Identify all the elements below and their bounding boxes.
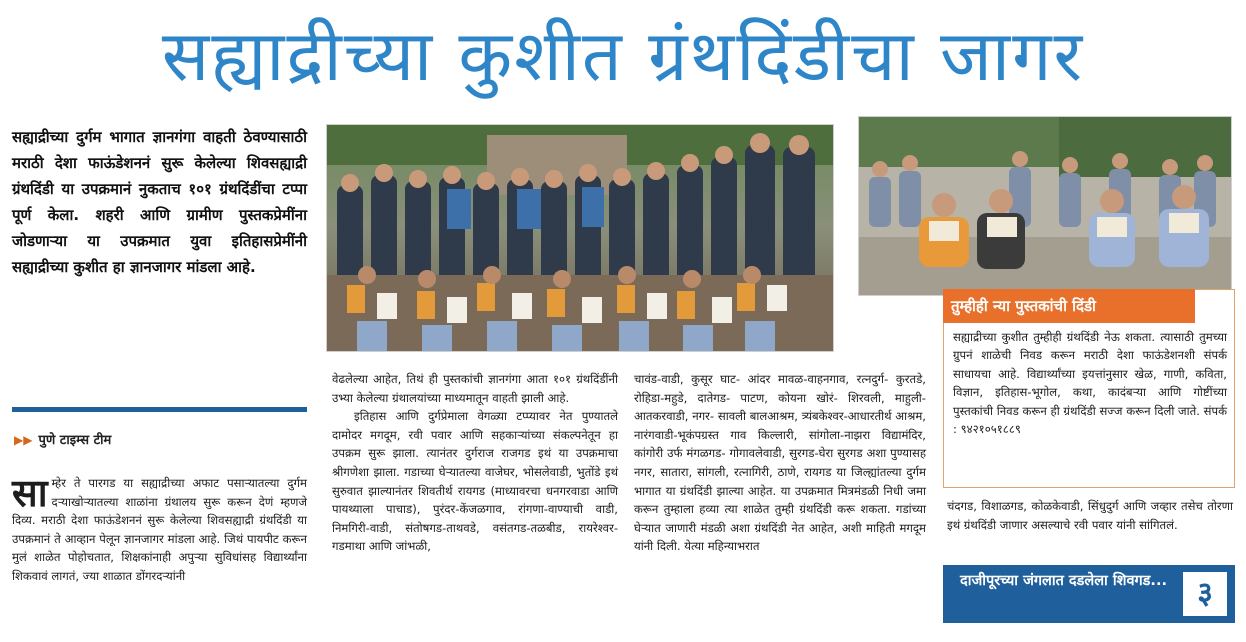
promo-text[interactable]: दाजीपूरच्या जंगलात दडलेला शिवगड...: [960, 573, 1167, 589]
dropcap: सा: [12, 471, 48, 515]
article-column-2: [332, 370, 618, 556]
children-reading-illustration: [859, 117, 1231, 295]
byline-text: पुणे टाइम्स टीम: [38, 433, 112, 448]
group-photo-books: [326, 124, 834, 352]
article-column-4: चंदगड, विशाळगड, कोळकेवाडी, सिंधुदुर्ग आणि जव्हार तसेच तोरणा इथं ग्रंथदिंडी जाणार असल्याचे रवी पवार यांनी सांगितलं.: [947, 499, 1233, 532]
section-divider: [12, 407, 307, 412]
article-column-3: चावंड-वाडी, कुसूर घाट- आंदर मावळ-वाहनगाव, रत्नदुर्ग- कुरतडे, रोहिडा-महुडे, दातेगड- पाटण, कोयना खोरं- शिरवली, माहुली-आतकरवाडी, नगर- सावली बालआश्रम, त्र्यंबकेश्वर-आधारतीर्थ आश्रम, नारंगवाडी-भूकंपग्रस्त गाव किल्लारी, सांगोला-नाझरा विद्यामंदिर, कांगोरी उर्फ मंगळगड- गोगावलेवाडी, सुरगड-घेरा सुरगड अशा पुण्यासह नगर, सातारा, सांगली, रत्नागिरी, ठाणे, रायगड या जिल्ह्यांतल्या दुर्गम भागात या ग्रंथदिंडी झाल्या आहेत. या उपक्रमात मित्रमंडळी निधी जमा करून तुम्हाला हव्या त्या शाळेत तुम्ही ग्रंथदिंडी करू शकता. गडांच्या घेऱ्यात जाणारी मंडळी अशा ग्रंथदिंडी नेत आहेत, अशी माहिती मगदूम यांनी दिली. येत्या महिन्याभरात: [634, 372, 926, 554]
column-2-para-1: वेढलेल्या आहेत, तिथं ही पुस्तकांची ज्ञानगंगा आता १०१ ग्रंथदिंडींनी उभ्या केलेल्या ग्रंथालयांच्या माध्यमातून वाहती झाली आहे.: [332, 372, 618, 405]
byline: [14, 430, 111, 448]
double-chevron-icon: ▶▶: [14, 433, 33, 447]
children-reading-photo: [858, 116, 1232, 296]
lead-paragraph: सह्याद्रीच्या दुर्गम भागात ज्ञानगंगा वाहती ठेवण्यासाठी मराठी देशा फाऊंडेशननं सुरू केलेल्या शिवसह्याद्री ग्रंथदिंडी या उपक्रमानं नुकताच १०१ ग्रंथदिंडींचा टप्पा पूर्ण केला. शहरी आणि ग्रामीण पुस्तकप्रेमींना जोडणाऱ्या या उपक्रमात युवा इतिहासप्रेमींनी सह्याद्रीच्या कुशीत हा ज्ञानजागर मांडला आहे.: [12, 128, 307, 276]
column-2-para-2: इतिहास आणि दुर्गप्रेमाला वेगळ्या टप्प्यावर नेत पुण्यातले दामोदर मगदूम, रवी पवार आणि सहकाऱ्यांच्या संकल्पनेतून हा उपक्रम सुरू झाला. त्यानंतर दुर्गराज राजगड इथं या उपक्रमाचा श्रीगणेशा झाला. गडाच्या घेऱ्यातल्या वाजेघर, भोसलेवाडी, भुतोंडे इथं सुरुवात झाल्यानंतर शिवतीर्थ रायगड (माध्यावरचा धनगरवाडा आणि पायथ्याला पाचाड), पुरंदर-केंजळगाव, रांगणा-वाण्याची वाडी, निमगिरी-वाडी, संतोषगड-ताथवडे, वसंतगड-तळबीड, रायरेश्वर-गडमाथा आणि जांभळी,: [332, 409, 618, 554]
group-photo-illustration: [327, 125, 833, 351]
promo-page-number: ३: [1183, 572, 1227, 616]
sidebar-body: सह्याद्रीच्या कुशीत तुम्हीही ग्रंथदिंडी नेऊ शकता. त्यासाठी तुमच्या ग्रुपनं शाळेची निवड करून मराठी देशा फाऊंडेशनशी संपर्क साधायचा आहे. विद्यार्थ्यांच्या इयत्तांनुसार खेळ, गाणी, कविता, विज्ञान, इतिहास-भूगोल, कथा, कादंबऱ्या आणि गोष्टींच्या पुस्तकांची निवड करून ही ग्रंथदिंडी सज्ज करून दिली जाते. संपर्क : ९४२१०५१८८९: [953, 330, 1227, 437]
column-1-text: म्हेर ते पारगड या सह्याद्रीच्या अफाट पसाऱ्यातल्या दुर्गम दऱ्याखोऱ्यातल्या शाळांना ग्रंथालय सुरू करून देणं म्हणजे दिव्य. मराठी देशा फाऊंडेशननं सुरू केलेल्या शिवसह्याद्री ग्रंथदिंडी या उपक्रमानं ते आव्हान पेलून ज्ञानजागर मांडला आहे. जिथं पायपीट करून मुलं शाळेत पोहोचतात, शिक्षकांनाही अपुऱ्या सुविधांसह विद्यार्थ्यांना शिकवावं लागतं, ज्या शाळात डोंगरदऱ्यांनी: [12, 476, 307, 583]
article-column-1: [12, 471, 307, 586]
sidebar-title: तुम्हीही न्या पुस्तकांची दिंडी: [943, 289, 1195, 323]
headline: सह्याद्रीच्या कुशीत ग्रंथदिंडीचा जागर: [161, 15, 1085, 97]
